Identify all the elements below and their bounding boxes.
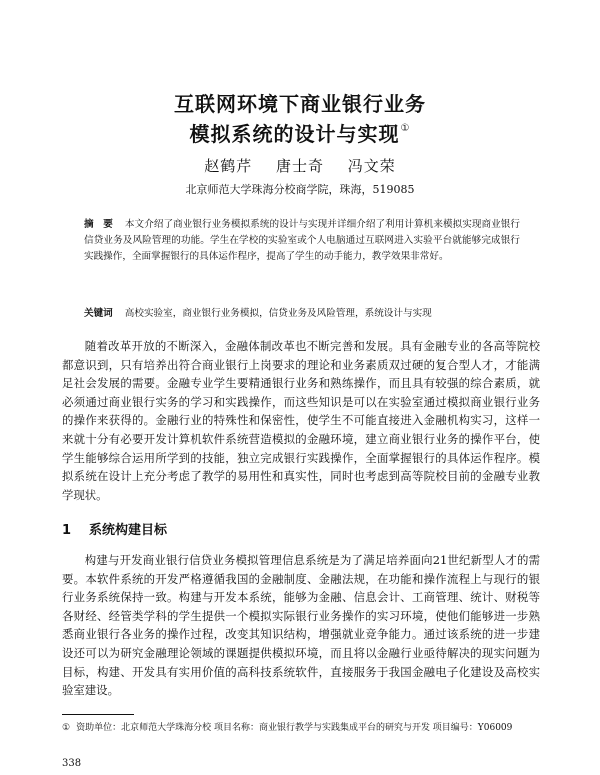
title-line-1: 互联网环境下商业银行业务 [174, 92, 426, 116]
footnote-marker: ① [62, 723, 71, 733]
keywords-label: 关键词 [84, 308, 113, 319]
author-name: 唐士奇 [275, 157, 324, 175]
footnote-text: 资助单位：北京师范大学珠海分校 项目名称：商业银行教学与实践集成平台的研究与开发 项目编号：Y06009 [76, 723, 513, 733]
footnote [62, 721, 540, 736]
author-list [0, 155, 600, 176]
intro-section [62, 337, 540, 504]
author-name: 冯文荣 [347, 157, 396, 175]
title-line-2-text: 模拟系统的设计与实现 [189, 122, 400, 146]
intro-paragraph: 随着改革开放的不断深入，金融体制改革也不断完善和发展。具有金融专业的各高等院校都意识到，只有培养出符合商业银行上岗要求的理论和业务素质双过硬的复合型人才，才能满足社会发展的需要。金融专业学生要精通银行业务和熟练操作，而且具有较强的综合素质，就必须通过商业银行实务的学习和实践操作，而这些知识是可以在实验室通过模拟商业银行业务的操作来获得的。金融行业的特殊性和保密性，使学生不可能直接进入金融机构实习，这样一来就十分有必要开发计算机软件系统营造模拟的金融环境，建立商业银行业务的操作平台，使学生能够综合运用所学到的技能，独立完成银行实践操作，全面掌握银行的具体运作程序。模拟系统在设计上充分考虑了教学的易用性和真实性，同时也考虑到高等院校目前的金融专业教学现状。 [62, 339, 540, 502]
author-name: 赵鹤芹 [204, 157, 253, 175]
section-number: 1 [62, 523, 72, 538]
abstract-label: 摘 要 [84, 219, 113, 230]
title-footnote-marker: ① [400, 123, 411, 134]
title-line-2 [0, 117, 600, 146]
abstract [84, 217, 520, 265]
footnote-divider [62, 714, 134, 715]
section-1-body [62, 551, 540, 700]
affiliation: 北京师范大学珠海分校商学院，珠海，519085 [185, 183, 415, 196]
section-title: 系统构建目标 [89, 523, 168, 538]
keywords [84, 306, 520, 322]
section-1-paragraph: 构建与开发商业银行信贷业务模拟管理信息系统是为了满足培养面向21世纪新型人才的需要。本软件系统的开发严格遵循我国的金融制度、金融法规，在功能和操作流程上与现行的银行业务系统保持一致。构建与开发本系统，能够为金融、信息会计、工商管理、统计、财税等各财经、经管类学科的学生提供一个模拟实际银行业务操作的实习环境，使他们能够进一步熟悉商业银行各业务的操作过程，改变其知识结构，增强就业竞争能力。通过该系统的进一步建设还可以为研究金融理论领域的课题提供模拟环境，而且将以金融行业亟待解决的现实问题为目标，构建、开发具有实用价值的高科技系统软件，直接服务于我国金融电子化建设及高校实验室建设。 [62, 553, 540, 698]
abstract-text: 本文介绍了商业银行业务模拟系统的设计与实现并详细介绍了利用计算机来模拟实现商业银行信贷业务及风险管理的功能。学生在学校的实验室或个人电脑通过互联网进入实验平台就能够完成银行实践操作，全面掌握银行的具体运作程序，提高了学生的动手能力，教学效果非常好。 [84, 219, 521, 262]
section-heading [62, 519, 167, 538]
keywords-text: 高校实验室，商业银行业务模拟，信贷业务及风险管理，系统设计与实现 [124, 308, 432, 319]
page-number: 338 [62, 758, 82, 769]
